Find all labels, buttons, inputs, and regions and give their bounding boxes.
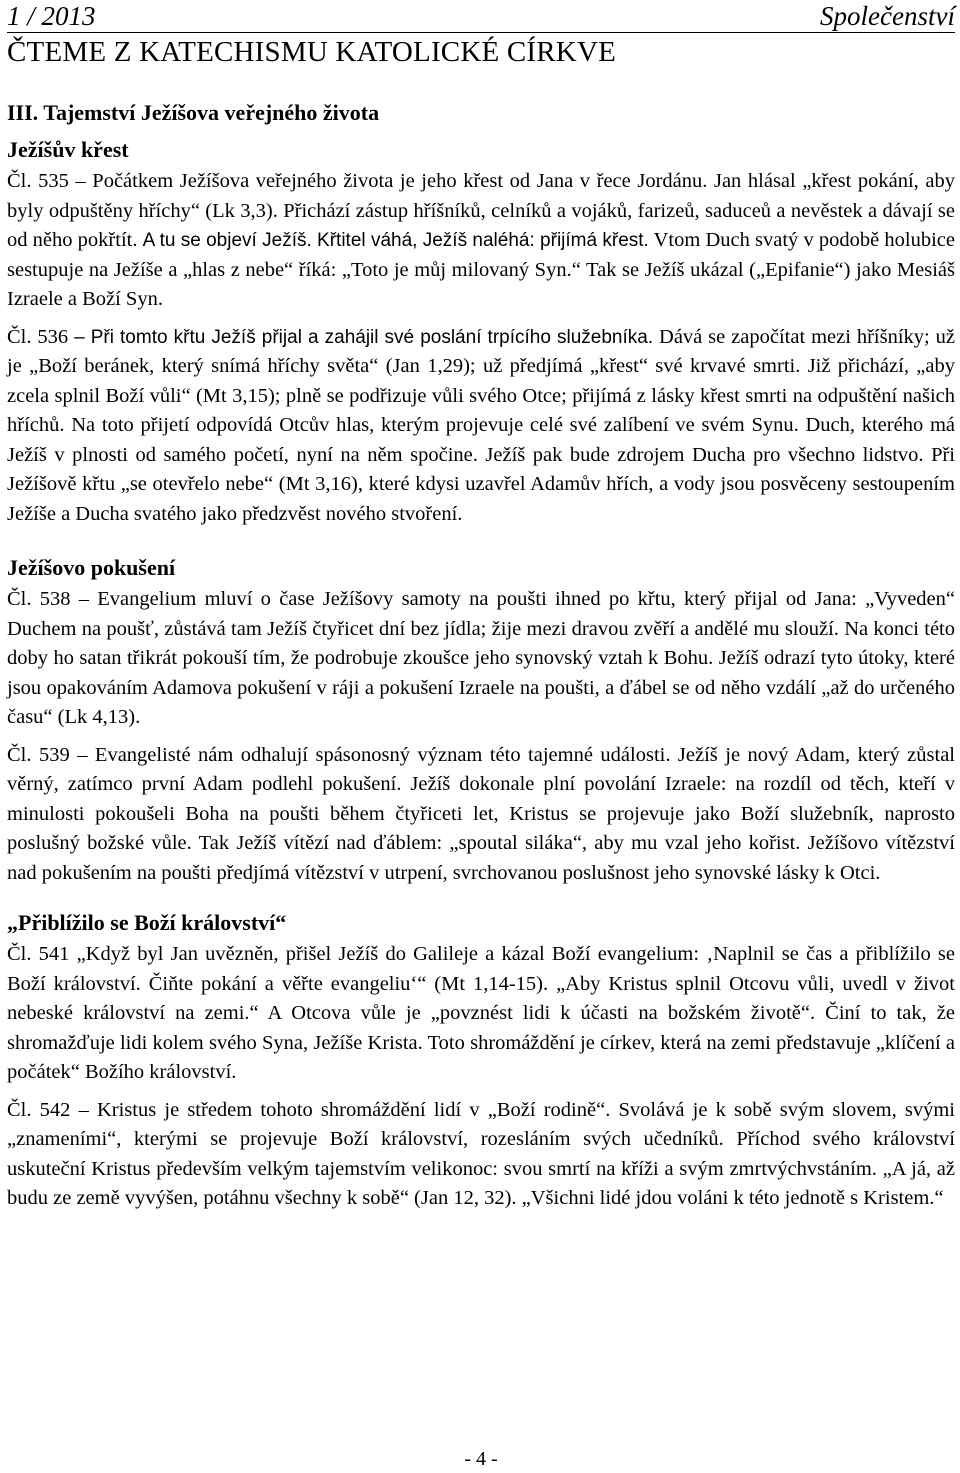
page-header xyxy=(7,0,955,32)
paragraph-538: Čl. 538 – Evangelium mluví o čase Ježíšovy samoty na poušti ihned po křtu, který přijal od Jana: „Vyveden“ Duchem na poušť, zůstává tam Ježíš čtyřicet dní bez jídla; žije mezi dravou zvěří a andělé mu slouží. Na konci této doby ho satan třikrát pokouší tím, že podrobuje zkoušce jeho synovský vztah k Bohu. Ježíš odrazí tyto útoky, které jsou opakováním Adamova pokušení v ráji a pokušení Izraele na poušti, a ďábel se od něho vzdálí „až do určeného času“ (Lk 4,13). xyxy=(7,588,955,728)
section-heading-baptism: Ježíšův křest xyxy=(7,137,129,162)
paragraph-536-text-c: Dává se započítat mezi hříšníky; už je „Boží beránek, který snímá hříchy světa“ (Jan 1,29); už předjímá „křest“ své krvavé smrti. Již přichází, „aby zcela splnil Boží vůli“ (Mt 3,15); plně se podřizuje vůli svého Otce; přijímá z lásky křest smrti na odpuštění našich hříchů. Na toto přijetí odpovídá Otcův hlas, kterým projevuje celé své zalíbení ve svém Synu. Duch, kterého má Ježíš v plnosti od samého početí, nyní na něm spočine. Ježíš pak bude zdrojem Ducha pro všechno lidstvo. Při Ježíšově křtu „se otevřelo nebe“ (Mt 3,16), které kdysi uzavřel Adamův hřích, a vody jsou posvěceny sestoupením Ježíše a Ducha svatého jako předzvěst nového stvoření. xyxy=(7,325,956,525)
paragraph-535-text-c: Vtom Duch svatý v podobě holubice sestupuje na Ježíše a „hlas z nebe“ říká: „Toto je můj milovaný Syn.“ Tak se Ježíš ukázal („Epifanie“) jako Mesiáš Izraele a Boží Syn. xyxy=(7,229,955,310)
paragraph-535 xyxy=(7,167,955,315)
paragraph-536-text-b: – Při tomto křtu Ježíš přijal a zahájil své poslání trpícího služebníka. xyxy=(74,326,654,348)
paragraph-539: Čl. 539 – Evangelisté nám odhalují spásonosný význam této tajemné události. Ježíš je nový Adam, který zůstal věrný, zatímco první Adam podlehl pokušení. Ježíš dokonale plní povolání Izraele: na rozdíl od těch, kteří v minulosti pokoušeli Boha na poušti během čtyřiceti let, Kristus se projevuje jako Boží služebník, naprosto poslušný božské vůle. Tak Ježíš vítězí nad ďáblem: „spoutal siláka“, aby mu vzal jeho kořist. Ježíšovo vítězství nad pokušením na poušti předjímá vítězství v utrpení, svrchovanou poslušnost jeho synovské lásky k Otci. xyxy=(7,743,955,884)
page-number: - 4 - xyxy=(464,1448,498,1470)
issue-number: 1 / 2013 xyxy=(7,1,96,31)
paragraph-536 xyxy=(7,323,955,530)
paragraph-535-text-b: A tu se objeví Ježíš. Křtitel váhá, Ježíš naléhá: přijímá křest. xyxy=(142,230,649,251)
paragraph-542: Čl. 542 – Kristus je středem tohoto shromáždění lidí v „Boží rodině“. Svolává je k sobě svým slovem, svými „znameními“, kterými se projevuje Boží království, rozesláním svých učedníků. Příchod svého království uskuteční Kristus především velkým tajemstvím velikonoc: svou smrtí na kříži a svým zmrtvýchvstáním. „A já, až budu ze země vyvýšen, potáhnu všechny k sobě“ (Jan 12, 32). „Všichni lidé jdou voláni k této jednotě s Kristem.“ xyxy=(7,1098,955,1209)
section-heading-kingdom: „Přiblížilo se Boží království“ xyxy=(7,910,287,935)
paragraph-535-text-a: Čl. 535 – Počátkem Ježíšova veřejného života je jeho křest od Jana v řece Jordánu. Jan hlásal „křest pokání, aby byly odpuštěny hříchy“ (Lk 3,3). Přichází zástup hříšníků, celníků a vojáků, farizeů, saduceů a nevěstek a dávají se od něho pokřtít. xyxy=(7,170,955,251)
part-title: III. Tajemství Ježíšova veřejného života xyxy=(7,100,380,125)
document-page xyxy=(7,0,956,1470)
page-title: ČTEME Z KATECHISMU KATOLICKÉ CÍRKVE xyxy=(7,36,617,68)
paragraph-541: Čl. 541 „Když byl Jan uvězněn, přišel Ježíš do Galileje a kázal Boží evangelium: ‚Naplnil se čas a přiblížilo se Boží království. Čiňte pokání a věřte evangeliu‘“ (Mt 1,14-15). „Aby Kristus splnil Otcovu vůli, uvedl v život nebeské království na zemi.“ A Otcova vůle je „povznést lidi k účasti na božském životě“. Činí to tak, že shromažďuje lidi kolem svého Syna, Ježíše Krista. Toto shromáždění je církev, která na zemi představuje „klíčení a počátek“ Božího království. xyxy=(7,943,955,1083)
section-name: Společenství xyxy=(820,1,955,31)
paragraph-536-text-a: Čl. 536 xyxy=(7,325,75,348)
section-heading-temptation: Ježíšovo pokušení xyxy=(7,555,176,580)
header-rule xyxy=(7,32,955,33)
